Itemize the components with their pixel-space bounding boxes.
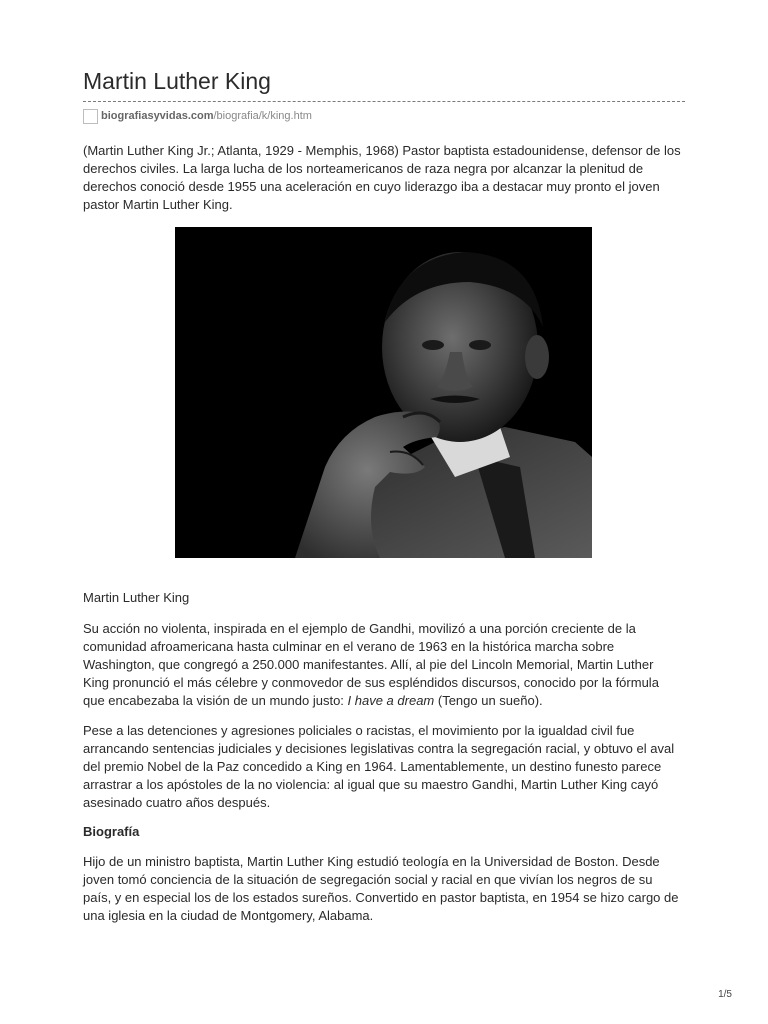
intro-paragraph: (Martin Luther King Jr.; Atlanta, 1929 - Memphis, 1968) Pastor baptista estadounidense, defensor de los derechos civiles. La larga lucha de los norteamericanos de raza negra por alcanzar la plenitud de derechos conoció desde 1955 una aceleración en cuyo liderazgo iba a destacar muy pronto el joven pastor Martin Luther King. [83, 143, 681, 212]
image-caption: Martin Luther King [83, 590, 190, 605]
paragraph-2 [83, 620, 683, 710]
source-domain[interactable]: biografiasyvidas.com [101, 110, 214, 122]
paragraph-3: Pese a las detenciones y agresiones policiales o racistas, el movimiento por la igualdad civil fue arrancando sentencias judiciales y decisiones legislativas contra la segregación racial, y obtuvo el aval del premio Nobel de la Paz concedido a King en 1964. Lamentablemente, un destino funesto parece arrastrar a los apóstoles de la no violencia: al igual que su maestro Gandhi, Martin Luther King cayó asesinado cuatro años después. [83, 723, 675, 810]
page-title: Martin Luther King [83, 68, 271, 94]
source-link[interactable] [83, 107, 312, 125]
site-favicon-icon [83, 109, 98, 124]
page-number: 1/5 [718, 989, 732, 1000]
paragraph-2-text: Su acción no violenta, inspirada en el ejemplo de Gandhi, movilizó a una porción creciente de la comunidad afroamericana hasta culminar en el verano de 1963 en la histórica marcha sobre Washington, que congregó a 250.000 manifestantes. Allí, al pie del Lincoln Memorial, Martin Luther King pronunció el más célebre y conmovedor de sus espléndidos discursos, conocido por la fórmula que encabezaba la visión de un mundo justo: [83, 621, 659, 708]
source-path[interactable]: /biografia/k/king.htm [213, 110, 312, 122]
paragraph-4: Hijo de un ministro baptista, Martin Luther King estudió teología en la Universidad de Boston. Desde joven tomó conciencia de la situación de segregación social y racial en que vivían los negros de su país, y en especial los de los estados sureños. Convertido en pastor baptista, en 1954 se hizo cargo de una iglesia en la ciudad de Montgomery, Alabama. [83, 854, 679, 923]
portrait-photo [175, 227, 592, 558]
section-heading: Biografía [83, 824, 140, 839]
dashed-divider [83, 101, 685, 102]
emphasis-quote: I have a dream [347, 693, 435, 708]
paragraph-2-end: (Tengo un sueño). [434, 693, 543, 708]
